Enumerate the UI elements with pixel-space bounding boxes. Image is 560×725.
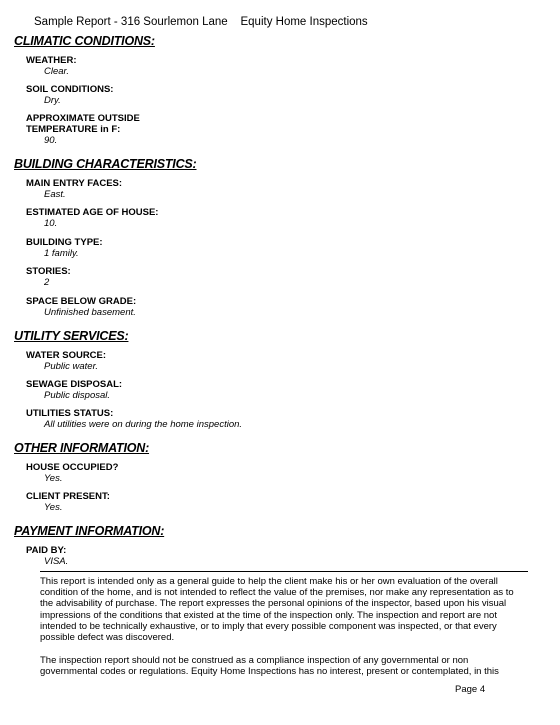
soil-conditions-label: SOIL CONDITIONS: xyxy=(26,84,114,95)
disclaimer-paragraph-1: This report is intended only as a general guide to help the client make his or her own evaluation of the overall condition of the home, and is not intended to reflect the value of the premises, nor make any representation as to the advisability of purchase. The report expresses the personal opinions of the inspector, based upon his visual impressions of the conditions that existed at the time of the inspection only. The inspection and report are not intended to be technically exhaustive, or to imply that every possible component was inspected, or that every possible defect was discovered. xyxy=(40,576,514,644)
house-occupied-value: Yes. xyxy=(44,473,63,484)
house-age-label: ESTIMATED AGE OF HOUSE: xyxy=(26,207,159,218)
weather-value: Clear. xyxy=(44,66,69,77)
building-type-label: BUILDING TYPE: xyxy=(26,237,103,248)
section-title-other: OTHER INFORMATION: xyxy=(14,441,150,455)
main-entry-label: MAIN ENTRY FACES: xyxy=(26,178,123,189)
weather-label: WEATHER: xyxy=(26,55,77,66)
stories-value: 2 xyxy=(44,277,50,288)
section-title-utility: UTILITY SERVICES: xyxy=(14,329,129,343)
paid-by-label: PAID BY: xyxy=(26,545,67,556)
disclaimer-divider xyxy=(40,571,528,572)
client-present-label: CLIENT PRESENT: xyxy=(26,491,110,502)
space-below-grade-label: SPACE BELOW GRADE: xyxy=(26,296,137,307)
main-entry-value: East. xyxy=(44,189,66,200)
report-header: Sample Report - 316 Sourlemon Lane Equity Home Inspections xyxy=(34,16,368,28)
utilities-status-label: UTILITIES STATUS: xyxy=(26,408,114,419)
section-title-building: BUILDING CHARACTERISTICS: xyxy=(14,157,197,171)
temperature-label-line2: TEMPERATURE in F: xyxy=(26,124,121,135)
water-source-label: WATER SOURCE: xyxy=(26,350,107,361)
soil-conditions-value: Dry. xyxy=(44,95,61,106)
temperature-value: 90. xyxy=(44,135,58,146)
paid-by-value: VISA. xyxy=(44,556,69,567)
page-number: Page 4 xyxy=(455,684,486,695)
temperature-label-line1: APPROXIMATE OUTSIDE xyxy=(26,113,140,124)
section-title-payment: PAYMENT INFORMATION: xyxy=(14,524,165,538)
client-present-value: Yes. xyxy=(44,502,63,513)
stories-label: STORIES: xyxy=(26,266,71,277)
section-title-climatic: CLIMATIC CONDITIONS: xyxy=(14,34,155,48)
disclaimer-paragraph-2: The inspection report should not be construed as a compliance inspection of any governmental or non governmental codes or regulations. Equity Home Inspections has no interest, present or contemplated, in this xyxy=(40,655,499,678)
house-occupied-label: HOUSE OCCUPIED? xyxy=(26,462,119,473)
sewage-disposal-label: SEWAGE DISPOSAL: xyxy=(26,379,123,390)
sewage-disposal-value: Public disposal. xyxy=(44,390,111,401)
water-source-value: Public water. xyxy=(44,361,99,372)
building-type-value: 1 family. xyxy=(44,248,79,259)
space-below-grade-value: Unfinished basement. xyxy=(44,307,136,318)
utilities-status-value: All utilities were on during the home inspection. xyxy=(44,419,243,430)
house-age-value: 10. xyxy=(44,218,58,229)
